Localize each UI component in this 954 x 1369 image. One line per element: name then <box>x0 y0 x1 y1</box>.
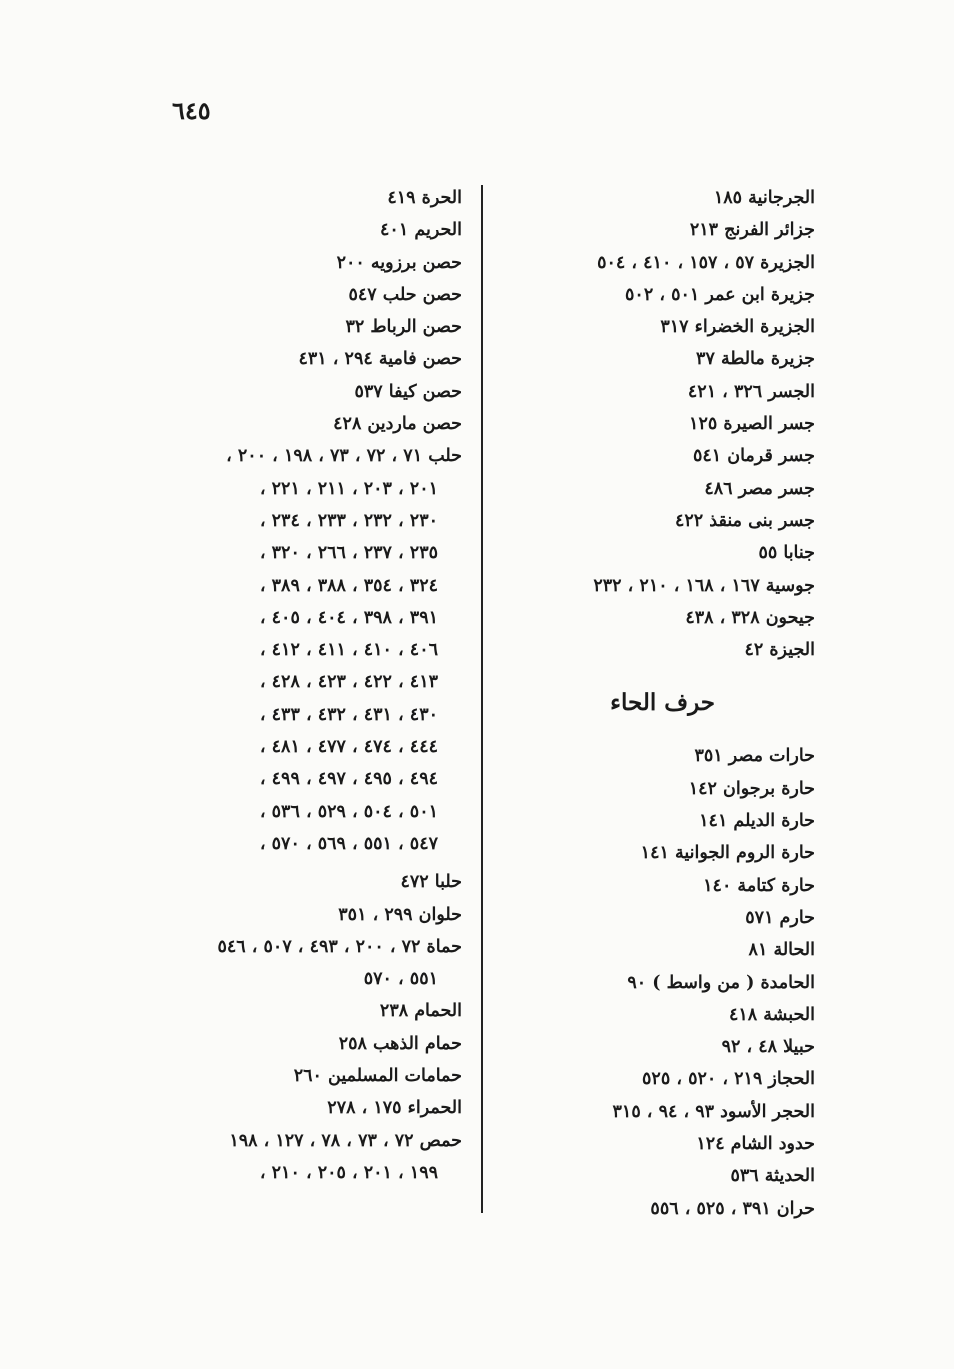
index-entry: الجزيرة الخضراء ٣١٧ <box>660 317 815 338</box>
index-entry: حمام الذهب ٢٥٨ <box>338 1033 462 1054</box>
section-heading: حرف الحاء <box>610 689 715 717</box>
index-entry: جزيرة ابن عمر ٥٠١ ، ٥٠٢ <box>625 284 815 305</box>
index-entry-continuation: ٤٩٤ ، ٤٩٥ ، ٤٩٧ ، ٤٩٩ ، <box>259 769 438 790</box>
index-entry: جنابا ٥٥ <box>758 543 815 564</box>
index-entry: حارم ٥٧١ <box>745 907 815 928</box>
index-entry-continuation: ١٩٩ ، ٢٠١ ، ٢٠٥ ، ٢١٠ ، <box>259 1162 438 1183</box>
index-entry-continuation: ٢٣٠ ، ٢٣٢ ، ٢٣٣ ، ٢٣٤ ، <box>259 510 438 531</box>
index-entry-continuation: ٢٣٥ ، ٢٣٧ ، ٢٦٦ ، ٣٢٠ ، <box>259 543 438 564</box>
index-entry: حارة الروم الجوانية ١٤١ <box>640 843 815 864</box>
index-entry: الحجر الأسود ٩٣ ، ٩٤ ، ٣١٥ <box>612 1101 815 1122</box>
index-entry: جزائر الفرنج ٢١٣ <box>689 220 815 241</box>
index-entry-continuation: ٥٤٧ ، ٥٥١ ، ٥٦٩ ، ٥٧٠ ، <box>259 833 438 854</box>
index-entry: الحديثة ٥٣٦ <box>730 1166 815 1187</box>
index-entry: جيحون ٣٢٨ ، ٤٣٨ <box>685 607 815 628</box>
index-entry: الحرة ٤١٩ <box>387 188 462 208</box>
index-entry: حصن فامية ٢٩٤ ، ٤٣١ <box>298 349 462 370</box>
right-column <box>515 182 815 1225</box>
index-entry: الحمام ٢٣٨ <box>379 1001 462 1022</box>
index-entry: حصن ماردين ٤٢٨ <box>333 414 462 435</box>
index-entry: حمامات المسلمين ٢٦٠ <box>293 1066 462 1087</box>
index-entry: حصن برزويه ٢٠٠ <box>336 252 462 273</box>
index-entry: حارة كتامة ١٤٠ <box>703 875 815 896</box>
index-entry-continuation: ٤٤٤ ، ٤٧٤ ، ٤٧٧ ، ٤٨١ ، <box>259 737 438 758</box>
index-entry: جسر بنى منقذ ٤٢٢ <box>675 510 815 531</box>
index-entry: الجسر ٣٢٦ ، ٤٢١ <box>687 381 815 402</box>
index-entry: الحجاز ٢١٩ ، ٥٢٠ ، ٥٢٥ <box>642 1069 815 1090</box>
index-entry-continuation: ٤٠٦ ، ٤١٠ ، ٤١١ ، ٤١٢ ، <box>259 640 438 661</box>
index-entry-continuation: ٤٣٠ ، ٤٣١ ، ٤٣٢ ، ٤٣٣ ، <box>259 704 438 725</box>
index-entry: حلب ٧١ ، ٧٢ ، ٧٣ ، ١٩٨ ، ٢٠٠ ، <box>226 446 462 467</box>
column-divider <box>481 185 483 1213</box>
left-column <box>150 182 462 1189</box>
index-entry: جسر مصر ٤٨٦ <box>704 478 815 499</box>
index-entry: جزيرة مالطة ٣٧ <box>696 349 815 370</box>
index-entry: الجرجانية ١٨٥ <box>713 188 815 208</box>
index-entry: حصن حلب ٥٤٧ <box>348 284 462 305</box>
index-entry: الحامدة ( من واسط ) ٩٠ <box>627 972 815 993</box>
index-entry: الحبشة ٤١٨ <box>728 1004 815 1025</box>
index-entry: حصن كيفا ٥٣٧ <box>354 381 462 402</box>
index-entry: جسر الصيرة ١٢٥ <box>689 414 815 435</box>
index-entry: حصن الرباط ٣٢ <box>345 317 462 338</box>
index-entry: حران ٣٩١ ، ٥٢٥ ، ٥٥٦ <box>650 1198 815 1219</box>
index-entry: حدود الشام ١٢٤ <box>696 1134 815 1155</box>
index-entry: حارة برجوان ١٤٢ <box>688 778 815 799</box>
index-entry-continuation: ٤١٣ ، ٤٢٢ ، ٤٢٣ ، ٤٢٨ ، <box>259 672 438 693</box>
index-entry: الحالة ٨١ <box>748 940 815 961</box>
index-entry: الحريم ٤٠١ <box>380 220 462 241</box>
index-entry-continuation: ٣٢٤ ، ٣٥٤ ، ٣٨٨ ، ٣٨٩ ، <box>259 575 438 596</box>
index-entry-continuation: ٢٠١ ، ٢٠٣ ، ٢١١ ، ٢٢١ ، <box>259 478 438 499</box>
index-entry: حبيلا ٤٨ ، ٩٢ <box>721 1037 815 1058</box>
index-entry: حلوان ٢٩٩ ، ٣٥١ <box>338 904 462 925</box>
index-entry: حارة الديلم ١٤١ <box>699 811 815 832</box>
index-entry: جوسية ١٦٧ ، ١٦٨ ، ٢١٠ ، ٢٣٢ <box>593 575 815 596</box>
page-number: ٦٤٥ <box>172 96 211 125</box>
index-entry: حمص ٧٢ ، ٧٣ ، ٧٨ ، ١٢٧ ، ١٩٨ <box>229 1130 462 1151</box>
index-entry: الجزيرة ٥٧ ، ١٥٧ ، ٤١٠ ، ٥٠٤ <box>597 252 815 273</box>
index-entry: حارات مصر ٣٥١ <box>694 746 815 767</box>
index-entry-continuation: ٣٩١ ، ٣٩٨ ، ٤٠٤ ، ٤٠٥ ، <box>259 607 438 628</box>
index-entry: الحمراء ١٧٥ ، ٢٧٨ <box>327 1098 462 1119</box>
index-entry: جسر قرمان ٥٤١ <box>692 446 815 467</box>
index-entry: حماة ٧٢ ، ٢٠٠ ، ٤٩٣ ، ٥٠٧ ، ٥٤٦ <box>217 936 462 957</box>
index-entry-continuation: ٥٠١ ، ٥٠٤ ، ٥٢٩ ، ٥٣٦ ، <box>259 801 438 822</box>
index-entry-continuation: ٥٥١ ، ٥٧٠ <box>363 969 438 990</box>
index-entry: حلبا ٤٧٢ <box>400 872 462 893</box>
index-entry: الجيزة ٤٢ <box>744 640 815 661</box>
